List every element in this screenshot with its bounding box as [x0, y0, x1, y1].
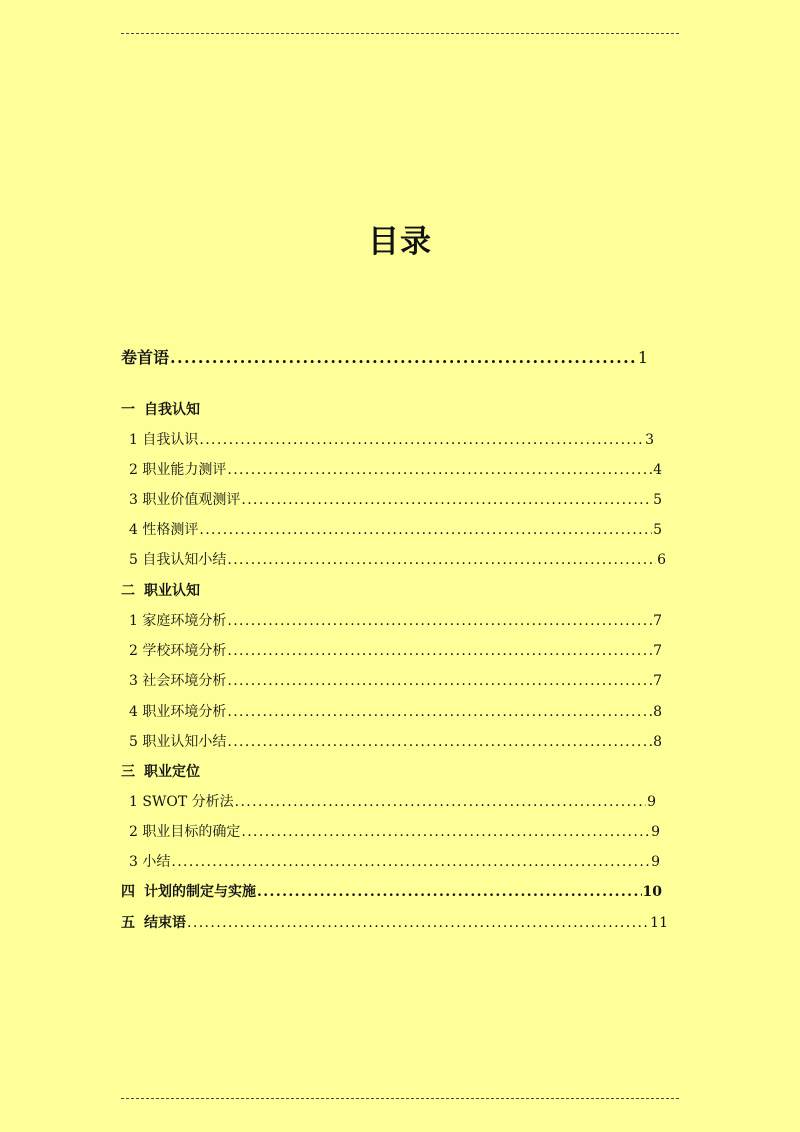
toc-leader-dots — [227, 704, 652, 720]
toc-entry-label: 3 职业价值观测评 — [129, 492, 241, 508]
toc-page-number: 6 — [657, 552, 666, 568]
toc-entry[interactable] — [129, 791, 656, 811]
toc-leader-dots — [187, 915, 649, 931]
section-number: 三 — [121, 764, 135, 780]
toc-leader-dots — [170, 348, 637, 367]
toc-entry-label: 2 学校环境分析 — [129, 643, 227, 659]
toc-entry-label: 1 自我认识 — [129, 432, 199, 448]
section-title: 职业定位 — [144, 764, 200, 780]
toc-page-number: 7 — [653, 673, 662, 689]
toc-entry[interactable] — [129, 610, 662, 630]
toc-leader-dots — [235, 794, 646, 810]
section-title: 自我认知 — [144, 402, 200, 418]
toc-entry-label: 3 小结 — [129, 854, 171, 870]
toc-entry-preface[interactable] — [121, 345, 648, 368]
section-title: 结束语 — [144, 915, 186, 931]
section-heading-1[interactable] — [121, 399, 200, 419]
toc-entry[interactable] — [129, 429, 654, 449]
toc-entry[interactable] — [129, 851, 660, 871]
toc-page-number: 7 — [653, 643, 662, 659]
toc-entry[interactable] — [129, 821, 660, 841]
toc-entry-label: 2 职业目标的确定 — [129, 824, 241, 840]
toc-page-number: 10 — [642, 884, 662, 900]
toc-entry[interactable] — [129, 701, 662, 721]
toc-leader-dots — [227, 462, 652, 478]
toc-entry-label: 卷首语 — [121, 348, 170, 367]
toc-leader-dots — [227, 673, 652, 689]
section-number: 二 — [121, 583, 135, 599]
toc-leader-dots — [227, 613, 652, 629]
toc-entry-label: 1 SWOT 分析法 — [129, 794, 234, 810]
toc-page-number: 7 — [653, 613, 662, 629]
section-heading-2[interactable] — [121, 580, 200, 600]
toc-entry-label — [121, 881, 256, 901]
toc-entry-section-5[interactable] — [121, 912, 668, 932]
toc-entry-label — [121, 912, 186, 932]
section-heading-3[interactable] — [121, 761, 200, 781]
toc-entry[interactable] — [129, 519, 662, 539]
section-title: 计划的制定与实施 — [144, 884, 256, 900]
toc-page-number: 5 — [653, 492, 662, 508]
toc-entry-label: 1 家庭环境分析 — [129, 613, 227, 629]
toc-leader-dots — [227, 734, 652, 750]
toc-entry-label: 5 职业认知小结 — [129, 734, 227, 750]
toc-entry[interactable] — [129, 731, 662, 751]
section-title: 职业认知 — [144, 583, 200, 599]
toc-entry-label: 4 性格测评 — [129, 522, 199, 538]
toc-leader-dots — [257, 884, 642, 900]
toc-leader-dots — [241, 492, 652, 508]
toc-page-number: 1 — [637, 348, 648, 367]
toc-entry[interactable] — [129, 549, 666, 569]
page-title: 目录 — [368, 224, 432, 260]
toc-entry-label: 4 职业环境分析 — [129, 704, 227, 720]
toc-leader-dots — [241, 824, 650, 840]
section-number: 五 — [121, 915, 135, 931]
toc-entry[interactable] — [129, 459, 662, 479]
header-dashed-rule — [121, 33, 679, 34]
toc-entry[interactable] — [129, 489, 662, 509]
toc-page-number: 11 — [650, 915, 668, 931]
toc-page-number: 8 — [653, 734, 662, 750]
toc-entry[interactable] — [129, 670, 662, 690]
toc-entry[interactable] — [129, 640, 662, 660]
toc-entry-label: 3 社会环境分析 — [129, 673, 227, 689]
toc-entry-label: 2 职业能力测评 — [129, 462, 227, 478]
toc-page-number: 9 — [651, 854, 660, 870]
toc-page-number: 4 — [653, 462, 662, 478]
toc-leader-dots — [199, 522, 652, 538]
toc-leader-dots — [227, 643, 652, 659]
toc-page-number: 9 — [651, 824, 660, 840]
toc-leader-dots — [171, 854, 650, 870]
section-number: 四 — [121, 884, 135, 900]
toc-leader-dots — [227, 552, 656, 568]
toc-entry-label: 5 自我认知小结 — [129, 552, 227, 568]
section-number: 一 — [121, 402, 135, 418]
toc-page-number: 3 — [645, 432, 654, 448]
toc-leader-dots — [199, 432, 644, 448]
toc-page-number: 8 — [653, 704, 662, 720]
toc-page-number: 9 — [647, 794, 656, 810]
toc-entry-section-4[interactable] — [121, 881, 662, 901]
footer-dashed-rule — [121, 1098, 679, 1099]
toc-page-number: 5 — [653, 522, 662, 538]
